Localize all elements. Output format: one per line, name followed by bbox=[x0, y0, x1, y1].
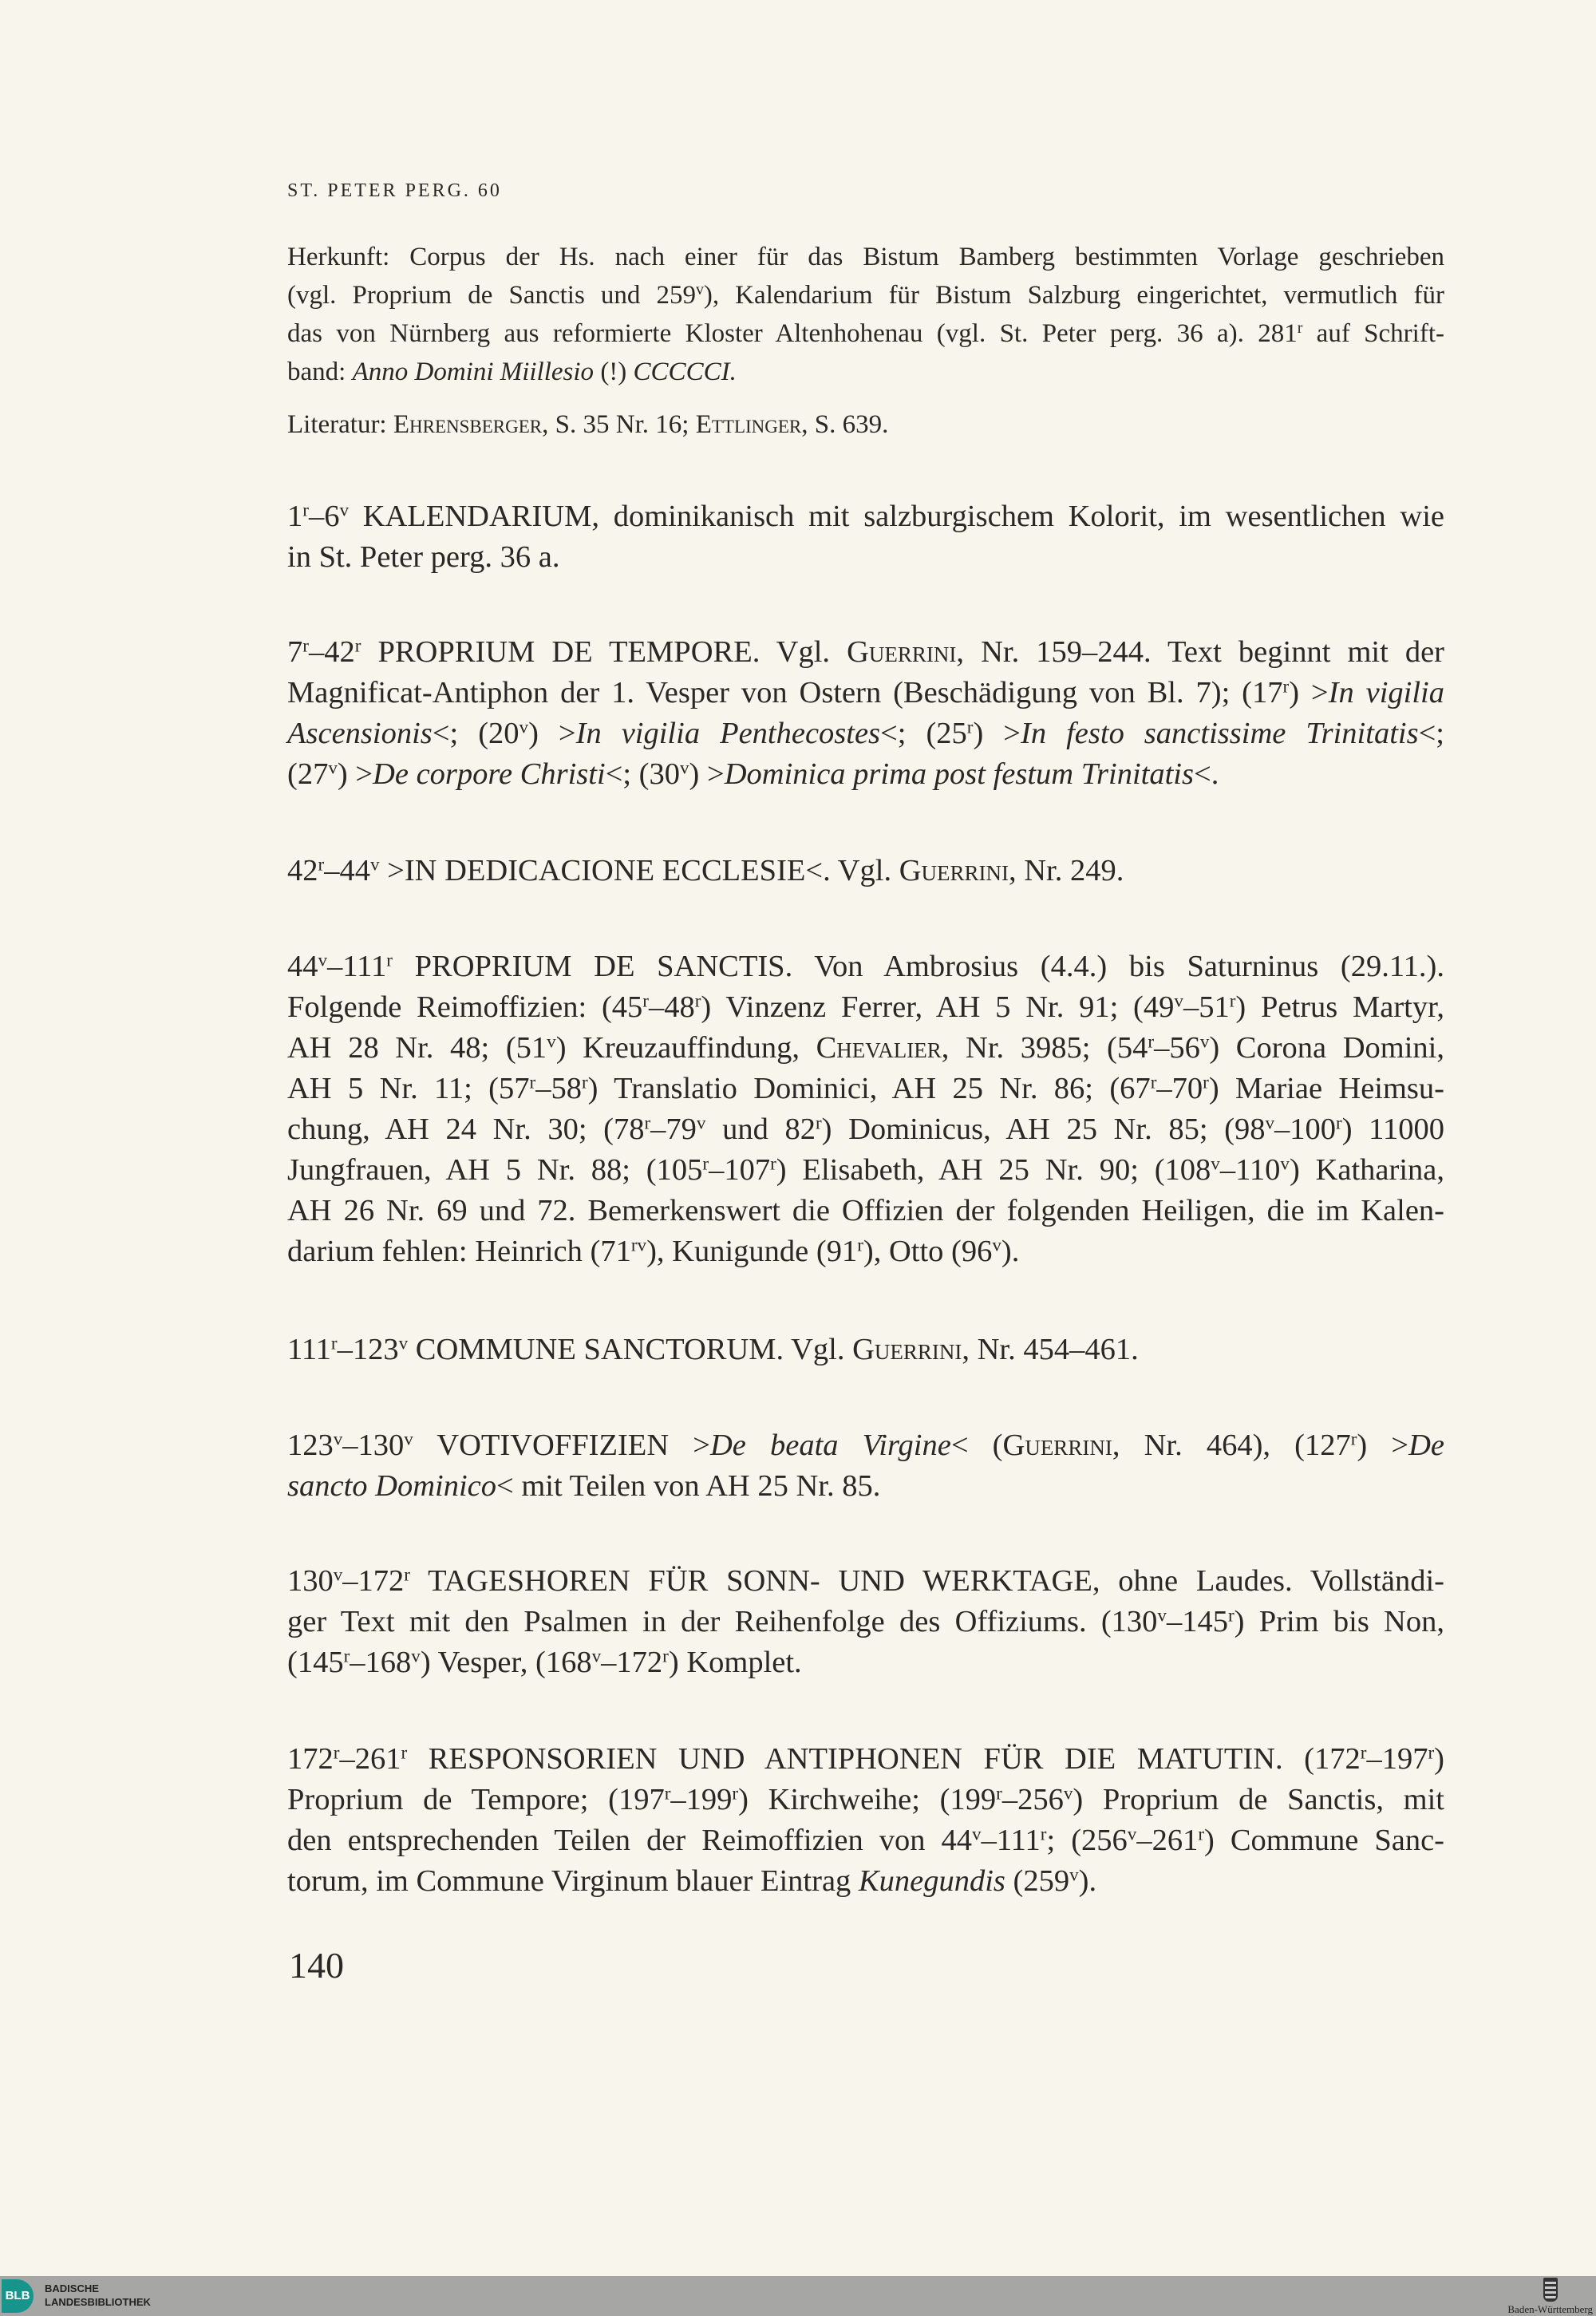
small-caps-author: Ehrensberger bbox=[393, 410, 543, 439]
text: darium fehlen: Heinrich (71 bbox=[287, 1235, 631, 1268]
text-line bbox=[287, 1109, 1444, 1150]
folio-side-superscript: r bbox=[302, 634, 309, 656]
text: ) Commune Sanc- bbox=[1204, 1824, 1444, 1857]
text: ) > bbox=[1357, 1429, 1409, 1462]
text-line bbox=[287, 1069, 1444, 1109]
section-commune-sanctorum bbox=[287, 1330, 1444, 1370]
folio-side-superscript: v bbox=[369, 853, 380, 875]
library-name-line1: BADISCHE bbox=[45, 2282, 99, 2294]
text: –261 bbox=[1136, 1824, 1199, 1857]
folio-side-superscript: r bbox=[1150, 1071, 1157, 1093]
text: ), Otto (96 bbox=[863, 1235, 993, 1268]
folio-side-superscript: v bbox=[519, 716, 529, 737]
text: –79 bbox=[650, 1113, 697, 1146]
text: ) Vesper, (168 bbox=[420, 1646, 592, 1679]
text: , S. 639. bbox=[801, 410, 889, 439]
italic-text: De corpore Christi bbox=[373, 757, 606, 791]
section-kalendarium bbox=[287, 496, 1444, 578]
folio-side-superscript: r bbox=[1227, 1604, 1235, 1626]
text: <; (25 bbox=[880, 717, 967, 750]
folio-side-superscript: r bbox=[333, 1741, 340, 1763]
small-caps-author: Chevalier bbox=[816, 1031, 942, 1065]
text: Magnificat-Antiphon der 1. Vesper von Ostern (Beschädigung von Bl. 7); (17 bbox=[287, 676, 1283, 709]
intro-literatur bbox=[287, 405, 1444, 444]
text-line bbox=[287, 1191, 1444, 1231]
text: PROPRIUM DE TEMPORE. Vgl. bbox=[361, 635, 847, 669]
small-caps-author: Guerrini bbox=[1002, 1429, 1112, 1462]
text-line bbox=[287, 1330, 1444, 1370]
text: ) Translatio Dominici, AH 25 Nr. 86; (67 bbox=[587, 1072, 1151, 1105]
text: , Nr. 454–461. bbox=[962, 1333, 1139, 1366]
text: AH 5 Nr. 11; (57 bbox=[287, 1072, 530, 1105]
text: ) Corona Domini, bbox=[1209, 1031, 1444, 1065]
text: , Nr. 464), (127 bbox=[1112, 1429, 1351, 1462]
text: –199 bbox=[670, 1783, 733, 1816]
folio-side-superscript: r bbox=[343, 1645, 350, 1666]
text: ) Elisabeth, AH 25 Nr. 90; (108 bbox=[776, 1153, 1211, 1187]
text-line bbox=[287, 1642, 1444, 1683]
folio-side-superscript: r bbox=[354, 634, 361, 656]
text-line bbox=[287, 987, 1444, 1028]
text: ) > bbox=[689, 757, 725, 791]
blb-logo-icon[interactable]: BLB bbox=[2, 2279, 34, 2313]
folio-side-superscript: r bbox=[1360, 1741, 1367, 1763]
folio-side-superscript: v bbox=[318, 949, 328, 970]
folio-side-superscript: v bbox=[696, 1112, 706, 1133]
folio-side-superscript: v bbox=[696, 281, 704, 299]
text-line bbox=[287, 1466, 1444, 1507]
italic-text: sancto Dominico bbox=[287, 1469, 496, 1503]
folio-side-superscript: r bbox=[1148, 1030, 1155, 1052]
folio-side-superscript: v bbox=[1063, 1782, 1073, 1804]
folio-side-superscript: r bbox=[1040, 1823, 1047, 1844]
text: auf Schrift- bbox=[1302, 319, 1444, 348]
text: TAGESHOREN FÜR SONN- UND WERKTAGE, ohne Laudes. Vollständi- bbox=[410, 1564, 1444, 1598]
italic-text: Ascensionis bbox=[287, 717, 433, 750]
folio-side-superscript: v bbox=[1069, 1863, 1079, 1885]
text: ) bbox=[1434, 1742, 1444, 1776]
text: Jungfrauen, AH 5 Nr. 88; (105 bbox=[287, 1153, 703, 1187]
italic-text: In festo sanctissime Trinitatis bbox=[1021, 717, 1419, 750]
folio-side-superscript: r bbox=[1198, 1823, 1205, 1844]
section-responsorien bbox=[287, 1739, 1444, 1902]
text: –107 bbox=[709, 1153, 771, 1187]
text: < mit Teilen von AH 25 Nr. 85. bbox=[496, 1469, 881, 1503]
section-proprium-de-sanctis bbox=[287, 947, 1444, 1272]
italic-text: Kunegundis bbox=[858, 1864, 1005, 1898]
italic-text: Dominica prima post festum Trinitatis bbox=[724, 757, 1194, 791]
section-proprium-de-tempore bbox=[287, 632, 1444, 795]
folio-side-superscript: v bbox=[1157, 1604, 1167, 1626]
folio-side-superscript: r bbox=[529, 1071, 536, 1093]
text: 172 bbox=[287, 1742, 334, 1776]
text: –110 bbox=[1219, 1153, 1281, 1187]
folio-side-superscript: r bbox=[642, 990, 649, 1011]
folio-side-superscript: v bbox=[1127, 1823, 1137, 1844]
folio-side-superscript: r bbox=[996, 1782, 1002, 1804]
folio-side-superscript: r bbox=[581, 1071, 588, 1093]
folio-side-superscript: v bbox=[404, 1428, 413, 1449]
text-line bbox=[287, 238, 1444, 276]
italic-text: In vigilia bbox=[1328, 676, 1444, 709]
folio-side-superscript: r bbox=[302, 499, 309, 520]
folio-side-superscript: r bbox=[694, 990, 701, 1011]
text: 130 bbox=[287, 1564, 334, 1598]
folio-side-superscript: r bbox=[1297, 319, 1303, 338]
text-line bbox=[287, 1561, 1444, 1602]
text: chung, AH 24 Nr. 30; (78 bbox=[287, 1113, 645, 1146]
text-line bbox=[287, 1739, 1444, 1780]
library-name[interactable] bbox=[45, 2282, 151, 2309]
folio-side-superscript: v bbox=[680, 757, 689, 778]
text: –123 bbox=[337, 1333, 399, 1366]
text: (27 bbox=[287, 757, 329, 791]
text: COMMUNE SANCTORUM. Vgl. bbox=[408, 1333, 853, 1366]
text: (!) bbox=[594, 358, 634, 386]
baden-wuerttemberg-logo[interactable] bbox=[1507, 2278, 1593, 2316]
folio-side-superscript: r bbox=[662, 1645, 669, 1666]
folio-side-superscript: r bbox=[404, 1563, 410, 1585]
text: ger Text mit den Psalmen in der Reihenfolge des Offiziums. (130 bbox=[287, 1605, 1158, 1638]
text: ) Dominicus, AH 25 Nr. 85; (98 bbox=[821, 1113, 1266, 1146]
text: ) Prim bis Non, bbox=[1234, 1605, 1444, 1638]
text-line bbox=[287, 754, 1444, 795]
folio-side-superscript: v bbox=[591, 1645, 602, 1666]
small-caps-author: Guerrini bbox=[899, 854, 1009, 887]
text-line bbox=[287, 405, 1444, 444]
folio-side-superscript: r bbox=[330, 1332, 338, 1354]
text: 44 bbox=[287, 950, 318, 983]
folio-side-superscript: v bbox=[398, 1332, 409, 1354]
text: , Nr. 3985; (54 bbox=[941, 1031, 1148, 1065]
text-line bbox=[287, 1231, 1444, 1272]
text: –70 bbox=[1156, 1072, 1203, 1105]
text: –42 bbox=[308, 635, 355, 669]
folio-side-superscript: v bbox=[339, 499, 349, 520]
text-line bbox=[287, 314, 1444, 353]
text: <; (30 bbox=[605, 757, 680, 791]
folio-side-superscript: r bbox=[1203, 1071, 1209, 1093]
italic-text: In vigilia Penthecostes bbox=[575, 717, 881, 750]
text: das von Nürnberg aus reformierte Kloster Altenhohenau (vgl. St. Peter perg. 36 a). 281 bbox=[287, 319, 1298, 348]
folio-side-superscript: v bbox=[411, 1645, 421, 1666]
footer-bar bbox=[0, 2276, 1596, 2316]
text: ) Petrus Martyr, bbox=[1235, 990, 1444, 1024]
text-line bbox=[287, 673, 1444, 713]
text: band: bbox=[287, 358, 353, 386]
text: –51 bbox=[1183, 990, 1230, 1024]
folio-side-superscript: v bbox=[1199, 1030, 1210, 1052]
text: 111 bbox=[287, 1333, 331, 1366]
section-tageshoren bbox=[287, 1561, 1444, 1683]
folio-side-superscript: v bbox=[333, 1428, 343, 1449]
text: < ( bbox=[950, 1429, 1003, 1462]
text-line bbox=[287, 1425, 1444, 1466]
text: 1 bbox=[287, 500, 303, 533]
text: ) Katharina, bbox=[1289, 1153, 1444, 1187]
running-header: ST. PETER PERG. 60 bbox=[287, 180, 502, 201]
text-line bbox=[287, 1602, 1444, 1642]
text: <; (20 bbox=[432, 717, 519, 750]
text: Literatur: bbox=[287, 410, 393, 439]
text: ) 11000 bbox=[1341, 1113, 1444, 1146]
text: –100 bbox=[1274, 1113, 1337, 1146]
folio-side-superscript: v bbox=[328, 757, 338, 778]
text-line bbox=[287, 1820, 1444, 1861]
text: VOTIVOFFIZIEN > bbox=[413, 1429, 710, 1462]
folio-side-superscript: v bbox=[547, 1030, 556, 1052]
text: ), Kunigunde (91 bbox=[646, 1235, 858, 1268]
coat-of-arms-icon bbox=[1543, 2278, 1558, 2302]
folio-side-superscript: r bbox=[1282, 675, 1290, 697]
text: Herkunft: Corpus der Hs. nach einer für das Bistum Bamberg bestimmten Vorlage geschrieben bbox=[287, 243, 1444, 271]
folio-side-superscript: r bbox=[702, 1152, 709, 1174]
text: –111 bbox=[327, 950, 387, 983]
text-line bbox=[287, 1150, 1444, 1191]
italic-text: De beata Virgine bbox=[709, 1429, 951, 1462]
text: ) Mariae Heimsu- bbox=[1208, 1072, 1444, 1105]
text: –130 bbox=[342, 1429, 405, 1462]
text: –48 bbox=[648, 990, 695, 1024]
text: ) Proprium de Sanctis, mit bbox=[1073, 1783, 1444, 1816]
text-line bbox=[287, 276, 1444, 314]
folio-side-superscript: r bbox=[664, 1782, 671, 1804]
italic-text: Anno Domini Miillesio bbox=[352, 358, 595, 386]
intro-herkunft bbox=[287, 238, 1444, 391]
state-label: Baden-Württemberg bbox=[1507, 2303, 1593, 2315]
library-name-line2: LANDESBIBLIOTHEK bbox=[45, 2296, 151, 2308]
text: ) Kirchweihe; (199 bbox=[738, 1783, 997, 1816]
text: (vgl. Proprium de Sanctis und 259 bbox=[287, 281, 696, 310]
text: –172 bbox=[601, 1646, 663, 1679]
folio-side-superscript: v bbox=[1211, 1152, 1220, 1174]
small-caps-author: Guerrini bbox=[847, 635, 957, 669]
text: 123 bbox=[287, 1429, 334, 1462]
text: , S. 35 Nr. 16; bbox=[542, 410, 696, 439]
text: ; (256 bbox=[1046, 1824, 1128, 1857]
folio-side-superscript: r bbox=[966, 716, 974, 737]
folio-side-superscript: v bbox=[1280, 1152, 1290, 1174]
text: AH 26 Nr. 69 und 72. Bemerkenswert die Offizien der folgenden Heiligen, die im Kalen- bbox=[287, 1194, 1444, 1227]
text: –145 bbox=[1166, 1605, 1228, 1638]
text-line bbox=[287, 1028, 1444, 1069]
text-line bbox=[287, 947, 1444, 987]
text: den entsprechenden Teilen der Reimoffizien von 44 bbox=[287, 1824, 973, 1857]
text: torum, im Commune Virginum blauer Eintrag bbox=[287, 1864, 859, 1898]
text: ). bbox=[1001, 1235, 1020, 1268]
text: RESPONSORIEN UND ANTIPHONEN FÜR DIE MATUTIN. (172 bbox=[407, 1742, 1361, 1776]
text-line bbox=[287, 1861, 1444, 1902]
text-line bbox=[287, 632, 1444, 673]
text: PROPRIUM DE SANCTIS. Von Ambrosius (4.4.) bis Saturninus (29.11.). bbox=[392, 950, 1444, 983]
text: (259 bbox=[1005, 1864, 1070, 1898]
text: –172 bbox=[342, 1564, 405, 1598]
text: Folgende Reimoffizien: (45 bbox=[287, 990, 643, 1024]
text: ). bbox=[1078, 1864, 1097, 1898]
text: –6 bbox=[308, 500, 340, 533]
text-line bbox=[287, 537, 1444, 578]
text: Proprium de Tempore; (197 bbox=[287, 1783, 665, 1816]
text-line bbox=[287, 1780, 1444, 1820]
folio-side-superscript: r bbox=[644, 1112, 651, 1133]
text: (145 bbox=[287, 1646, 344, 1679]
text-line bbox=[287, 496, 1444, 537]
text: ) Kreuzauffindung, bbox=[555, 1031, 816, 1065]
folio-side-superscript: r bbox=[1229, 990, 1236, 1011]
text: , Nr. 159–244. Text beginnt mit der bbox=[956, 635, 1445, 669]
text: und 82 bbox=[705, 1113, 816, 1146]
text: –261 bbox=[339, 1742, 401, 1776]
text-line bbox=[287, 353, 1444, 391]
italic-text: CCCCCI. bbox=[633, 358, 737, 386]
text: in St. Peter perg. 36 a. bbox=[287, 540, 560, 574]
folio-side-superscript: r bbox=[815, 1112, 822, 1133]
section-votivoffizien bbox=[287, 1425, 1444, 1507]
text: ) > bbox=[528, 717, 576, 750]
text: ) Komplet. bbox=[668, 1646, 802, 1679]
text: –256 bbox=[1001, 1783, 1064, 1816]
small-caps-author: Ettlinger bbox=[695, 410, 802, 439]
text: ) > bbox=[1289, 676, 1329, 709]
folio-side-superscript: r bbox=[1428, 1741, 1435, 1763]
folio-side-superscript: v bbox=[1174, 990, 1183, 1011]
small-caps-author: Guerrini bbox=[852, 1333, 962, 1366]
section-in-dedicacione bbox=[287, 851, 1444, 891]
text: –44 bbox=[324, 854, 370, 887]
folio-side-superscript: r bbox=[857, 1234, 863, 1255]
text: –168 bbox=[350, 1646, 412, 1679]
text: –56 bbox=[1154, 1031, 1200, 1065]
folio-side-superscript: v bbox=[992, 1234, 1001, 1255]
text: ) > bbox=[337, 757, 373, 791]
text: 42 bbox=[287, 854, 318, 887]
folio-side-superscript: r bbox=[770, 1152, 776, 1174]
text: , Nr. 249. bbox=[1009, 854, 1124, 887]
text: 7 bbox=[287, 635, 303, 669]
text: –58 bbox=[535, 1072, 582, 1105]
folio-side-superscript: rv bbox=[630, 1234, 647, 1255]
page-number: 140 bbox=[289, 1945, 344, 1986]
text-line bbox=[287, 851, 1444, 891]
text: AH 28 Nr. 48; (51 bbox=[287, 1031, 547, 1065]
folio-side-superscript: r bbox=[386, 949, 393, 970]
folio-side-superscript: r bbox=[318, 853, 325, 875]
folio-side-superscript: v bbox=[1265, 1112, 1275, 1133]
text: >IN DEDICACIONE ECCLESIE<. Vgl. bbox=[379, 854, 899, 887]
folio-side-superscript: r bbox=[1350, 1428, 1357, 1449]
text: –111 bbox=[981, 1824, 1041, 1857]
text: ) > bbox=[973, 717, 1021, 750]
folio-side-superscript: r bbox=[732, 1782, 739, 1804]
folio-side-superscript: v bbox=[972, 1823, 982, 1844]
folio-side-superscript: v bbox=[333, 1563, 343, 1585]
text: –197 bbox=[1366, 1742, 1428, 1776]
text: KALENDARIUM, dominikanisch mit salzburgischem Kolorit, im wesentlichen wie bbox=[349, 500, 1444, 533]
folio-side-superscript: r bbox=[401, 1741, 408, 1763]
italic-text: De bbox=[1408, 1429, 1444, 1462]
text: ), Kalendarium für Bistum Salzburg eingerichtet, vermutlich für bbox=[703, 281, 1444, 310]
text: <. bbox=[1193, 757, 1219, 791]
folio-side-superscript: r bbox=[1336, 1112, 1342, 1133]
text-line bbox=[287, 713, 1444, 754]
text: ) Vinzenz Ferrer, AH 5 Nr. 91; (49 bbox=[701, 990, 1175, 1024]
text: <; bbox=[1418, 717, 1444, 750]
